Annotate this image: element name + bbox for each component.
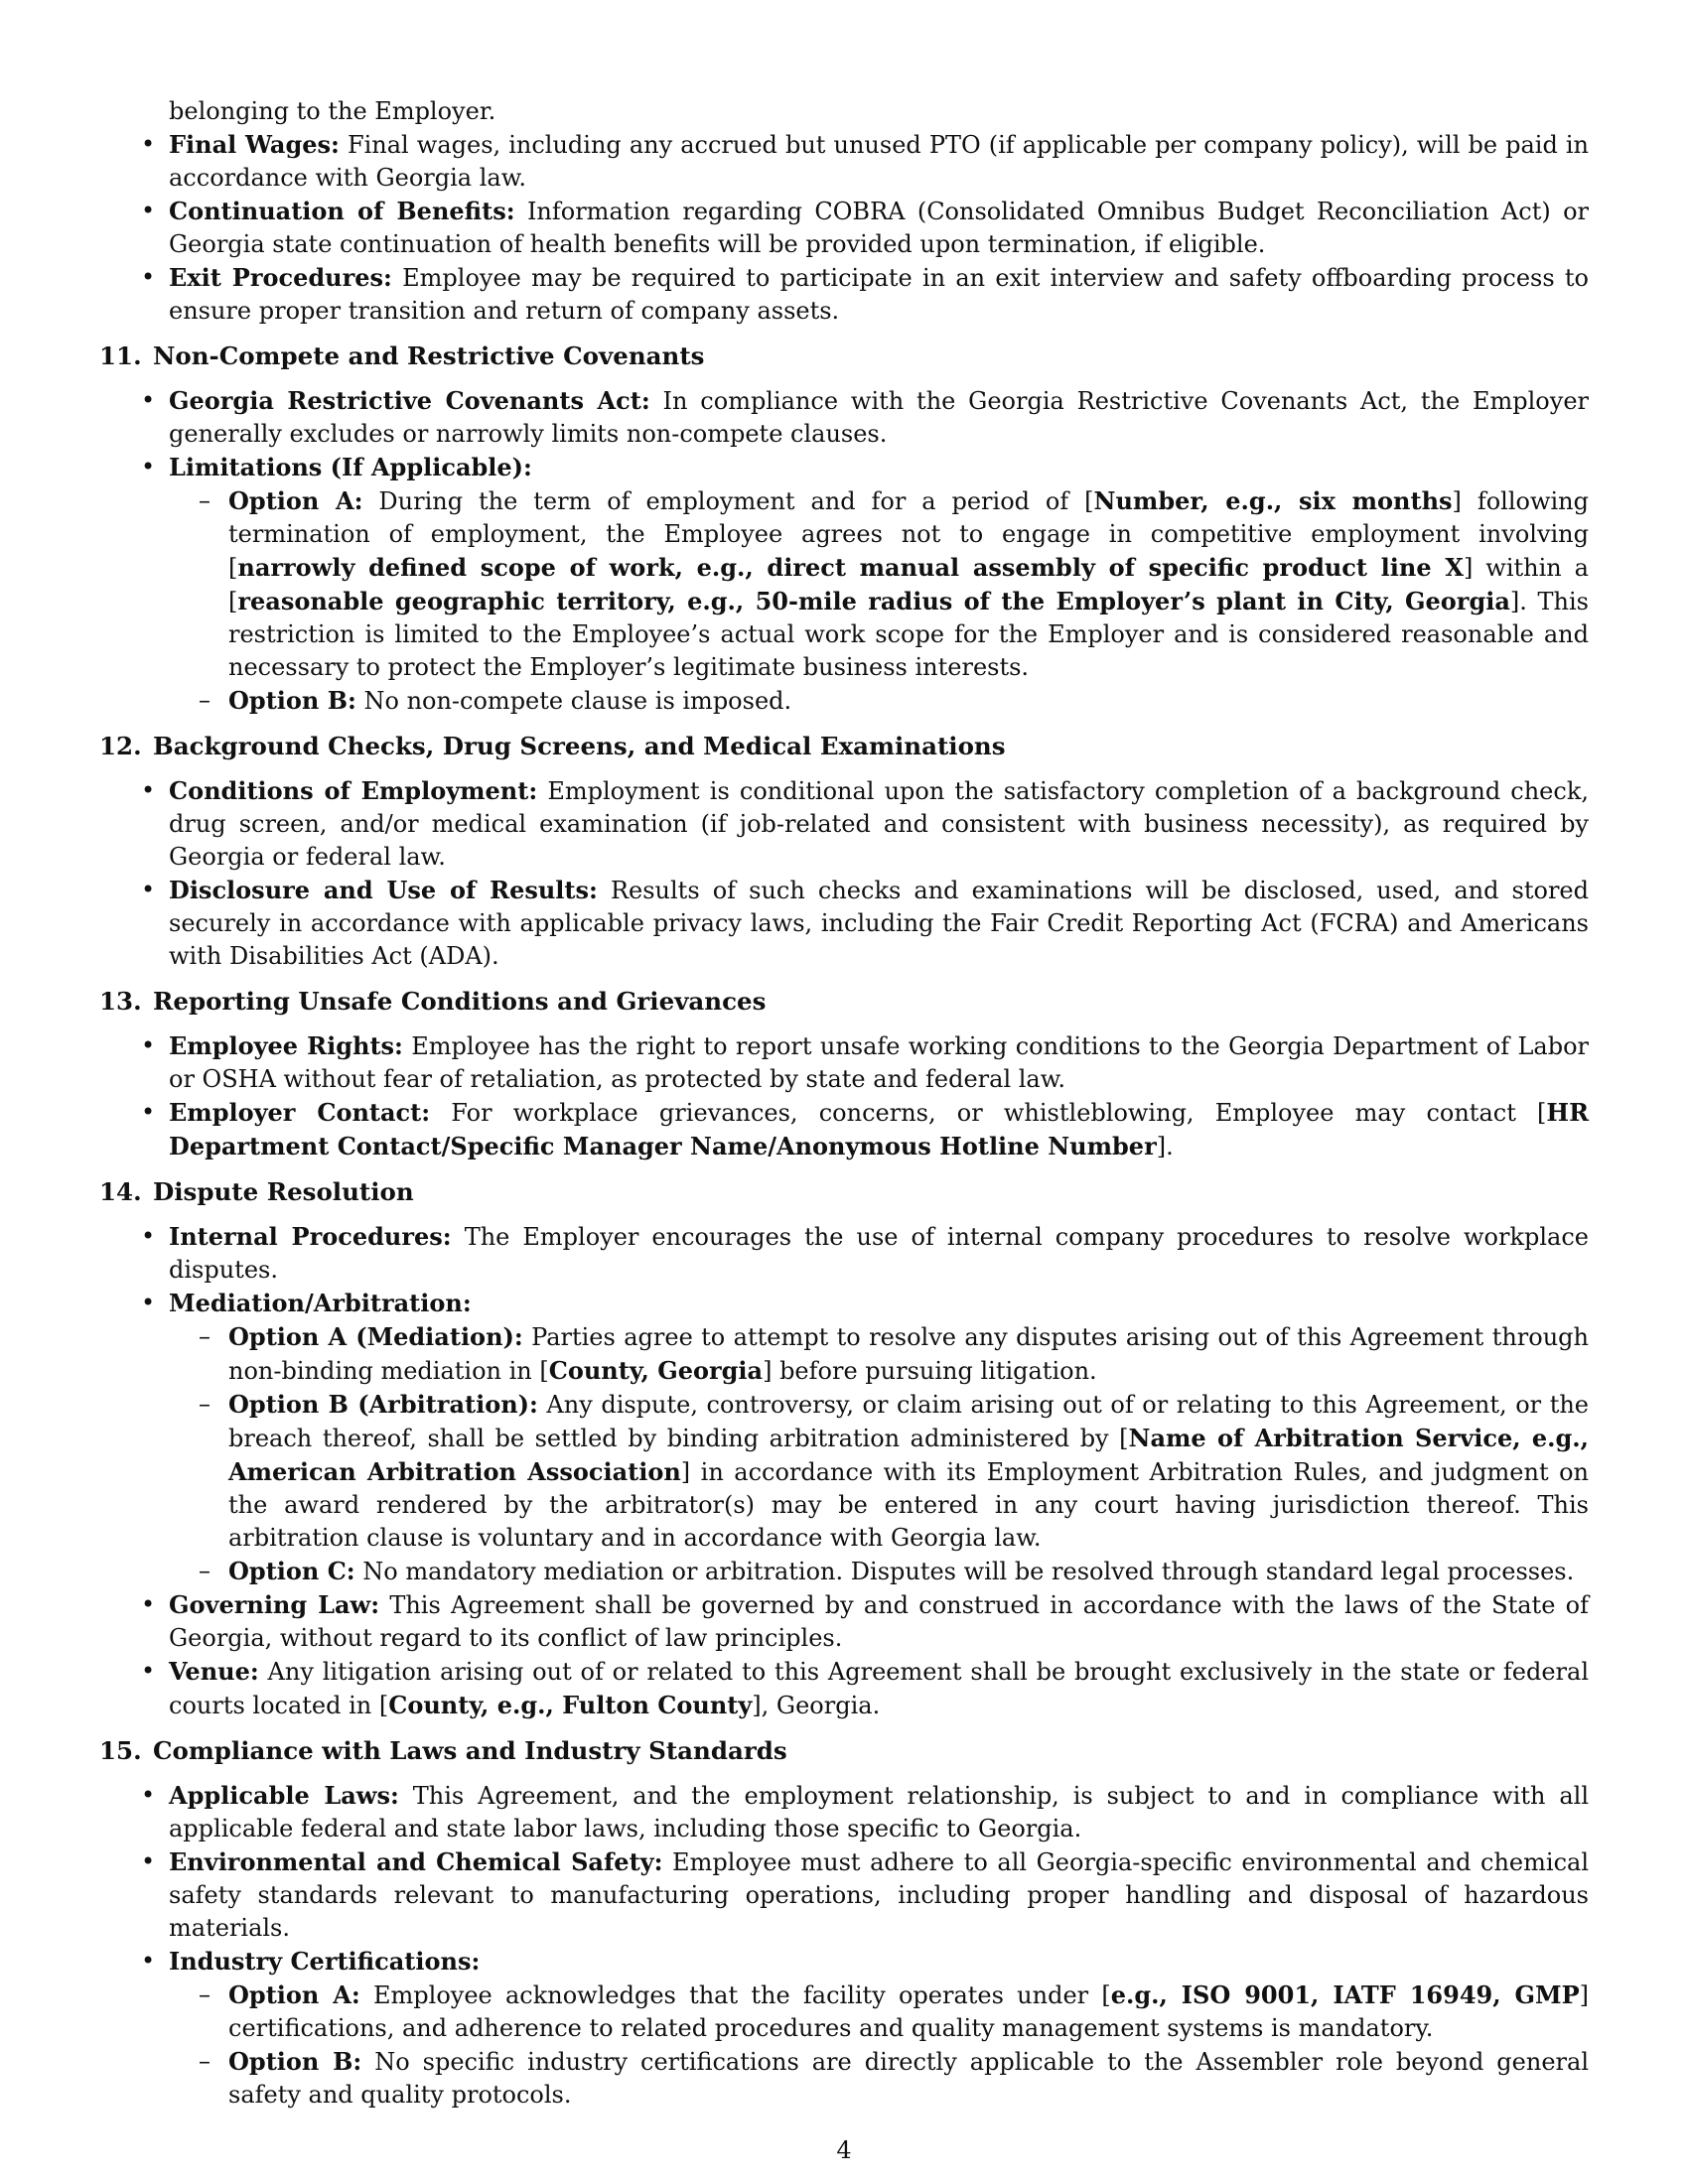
option-label: Option C: xyxy=(228,1557,355,1585)
list-item xyxy=(169,1029,1589,1096)
item-label: Venue: xyxy=(169,1657,259,1686)
option-item xyxy=(228,1979,1589,2045)
placeholder-field: County, Georgia xyxy=(548,1356,764,1385)
section-list xyxy=(99,774,1589,973)
item-text: This Agreement shall be governed by and construed in accordance with the laws of the State of Georgia, without regard to its conflict of law principles. xyxy=(169,1591,1589,1652)
termination-list xyxy=(99,128,1589,328)
option-text: ] following termination of employment, the Employee agrees not to engage in competitive employment involving [ xyxy=(228,487,1589,582)
option-item xyxy=(228,1388,1589,1555)
option-label: Option B: xyxy=(228,2047,362,2076)
list-item xyxy=(169,1845,1589,1945)
section-list xyxy=(99,1029,1589,1163)
continuation-text: belonging to the Employer. xyxy=(169,97,496,125)
list-item xyxy=(169,261,1589,328)
item-label: Georgia Restrictive Covenants Act: xyxy=(169,386,650,415)
item-label: Employer Contact: xyxy=(169,1098,431,1127)
placeholder-field: Number, e.g., six months xyxy=(1093,486,1453,515)
option-text: Employee acknowledges that the facility operates under [ xyxy=(359,1981,1111,2009)
option-text: ] within a [ xyxy=(228,554,1589,615)
section-heading xyxy=(99,985,1589,1018)
option-text: No mandatory mediation or arbitration. Disputes will be resolved through standard legal processes. xyxy=(354,1558,1575,1585)
section-number: 14. xyxy=(99,1177,142,1206)
option-label: Option A: xyxy=(228,1980,360,2009)
section-heading xyxy=(99,340,1589,372)
section-number: 15. xyxy=(99,1736,142,1765)
page-number: 4 xyxy=(836,2136,852,2164)
list-item xyxy=(169,1220,1589,1287)
list-item xyxy=(169,384,1589,451)
option-list xyxy=(169,484,1589,718)
list-item xyxy=(169,195,1589,261)
option-list xyxy=(169,1320,1589,1588)
section-number: 13. xyxy=(99,987,142,1016)
item-label: Internal Procedures: xyxy=(169,1222,452,1251)
section-list xyxy=(99,384,1589,718)
placeholder-field: e.g., ISO 9001, IATF 16949, GMP xyxy=(1110,1980,1580,2009)
item-text: This Agreement, and the employment relationship, is subject to and in compliance with all applicable federal and state labor laws, including those specific to Georgia. xyxy=(169,1782,1590,1843)
list-item xyxy=(169,128,1589,195)
option-list xyxy=(169,1979,1589,2112)
section-title: Non-Compete and Restrictive Covenants xyxy=(153,341,705,370)
item-label: Disclosure and Use of Results: xyxy=(169,876,598,904)
item-text: Employee must adhere to all Georgia-specific environmental and chemical safety standards relevant to manufacturing operations, including proper handling and disposal of hazardous materials. xyxy=(169,1848,1589,1942)
option-text: ] before pursuing litigation. xyxy=(763,1357,1097,1385)
option-text: Any dispute, controversy, or claim arising out of or relating to this Agreement, or the breach thereof, shall be settled by binding arbitration administered by [ xyxy=(228,1391,1589,1452)
option-text: Parties agree to attempt to resolve any disputes arising out of this Agreement through non-binding mediation in [ xyxy=(228,1323,1589,1385)
list-item xyxy=(169,1096,1589,1163)
option-text: No non-compete clause is imposed. xyxy=(355,687,792,715)
item-text: In compliance with the Georgia Restrictive Covenants Act, the Employer generally excludes or narrowly limits non-compete clauses. xyxy=(169,387,1589,448)
item-text: Employment is conditional upon the satisfactory completion of a background check, drug screen, and/or medical examination (if job-related and consistent with business necessity), as required by Georgia or federal law. xyxy=(169,777,1589,871)
option-label: Option B: xyxy=(228,686,356,715)
item-label: Limitations (If Applicable): xyxy=(169,453,532,481)
item-label: Final Wages: xyxy=(169,130,340,159)
section-number: 12. xyxy=(99,732,142,760)
list-item xyxy=(169,774,1589,874)
option-label: Option A (Mediation): xyxy=(228,1322,523,1351)
section-title: Background Checks, Drug Screens, and Medical Examinations xyxy=(153,732,1006,760)
option-item xyxy=(228,1555,1589,1588)
option-text: During the term of employment and for a period of [ xyxy=(362,487,1094,515)
item-text: Information regarding COBRA (Consolidated Omnibus Budget Reconciliation Act) or Georgia state continuation of health benefits will be provided upon termination, if eligible. xyxy=(169,198,1589,258)
item-text: Employee may be required to participate in an exit interview and safety offboarding process to ensure proper transition and return of company assets. xyxy=(169,264,1589,325)
item-label: Conditions of Employment: xyxy=(169,776,538,805)
section-heading xyxy=(99,1734,1589,1767)
option-text: ]. This restriction is limited to the Employee’s actual work scope for the Employer and is considered reasonable and necessary to protect the Employer’s legitimate business interests. xyxy=(228,588,1589,681)
item-label: Exit Procedures: xyxy=(169,263,392,292)
option-label: Option B (Arbitration): xyxy=(228,1390,538,1419)
placeholder-field: County, e.g., Fulton County xyxy=(388,1691,753,1719)
section-title: Compliance with Laws and Industry Standards xyxy=(153,1736,787,1765)
list-item xyxy=(169,1779,1589,1845)
section-title: Dispute Resolution xyxy=(153,1177,414,1206)
placeholder-field: reasonable geographic territory, e.g., 50-mile radius of the Employer’s plant in City, Georgia xyxy=(237,587,1510,615)
option-label: Option A: xyxy=(228,486,363,515)
item-text: ]. xyxy=(1156,1133,1174,1160)
list-item xyxy=(169,1945,1589,2112)
item-text: ], Georgia. xyxy=(752,1692,881,1719)
item-label: Industry Certifications: xyxy=(169,1947,481,1976)
list-item xyxy=(169,1655,1589,1722)
list-item xyxy=(169,874,1589,973)
section-number: 11. xyxy=(99,341,142,370)
option-text: ] in accordance with its Employment Arbitration Rules, and judgment on the award rendered by the arbitrator(s) may be entered in any court having jurisdiction thereof. This arbitration clause is voluntary and in accordance with Georgia law. xyxy=(228,1458,1589,1552)
section-title: Reporting Unsafe Conditions and Grievances xyxy=(153,987,767,1016)
item-label: Applicable Laws: xyxy=(169,1781,399,1810)
item-text: Final wages, including any accrued but unused PTO (if applicable per company policy), will be paid in accordance with Georgia law. xyxy=(169,131,1590,192)
item-label: Continuation of Benefits: xyxy=(169,197,515,225)
item-text: Any litigation arising out of or related to this Agreement shall be brought exclusively in the state or federal courts located in [ xyxy=(169,1658,1589,1719)
option-item xyxy=(228,1320,1589,1388)
item-label: Governing Law: xyxy=(169,1590,380,1619)
item-label: Employee Rights: xyxy=(169,1031,403,1060)
option-item xyxy=(228,484,1589,684)
option-item xyxy=(228,2045,1589,2112)
section-heading xyxy=(99,1175,1589,1208)
list-item xyxy=(169,451,1589,718)
item-label: Environmental and Chemical Safety: xyxy=(169,1847,663,1876)
section-heading xyxy=(99,730,1589,762)
item-text: For workplace grievances, concerns, or whistleblowing, Employee may contact [ xyxy=(430,1099,1547,1127)
item-text: Employee has the right to report unsafe working conditions to the Georgia Department of Labor or OSHA without fear of retaliation, as protected by state and federal law. xyxy=(169,1032,1590,1093)
list-item xyxy=(169,1287,1589,1588)
option-text: No specific industry certifications are directly applicable to the Assembler role beyond general safety and quality protocols. xyxy=(228,2048,1589,2109)
item-text: Results of such checks and examinations will be disclosed, used, and stored securely in accordance with applicable privacy laws, including the Fair Credit Reporting Act (FCRA) and Americans with Disabilities Act (ADA). xyxy=(169,877,1589,970)
option-text: ] certifications, and adherence to related procedures and quality management systems is mandatory. xyxy=(228,1981,1590,2042)
list-item xyxy=(169,1588,1589,1655)
placeholder-field: HR Department Contact/Specific Manager Name/Anonymous Hotline Number xyxy=(169,1098,1590,1160)
item-label: Mediation/Arbitration: xyxy=(169,1289,472,1317)
placeholder-field: Name of Arbitration Service, e.g., American Arbitration Association xyxy=(228,1424,1589,1486)
item-text: The Employer encourages the use of internal company procedures to resolve workplace disputes. xyxy=(169,1223,1589,1284)
placeholder-field: narrowly defined scope of work, e.g., direct manual assembly of specific product line X xyxy=(237,553,1464,582)
document-page xyxy=(99,95,1589,2112)
section-list xyxy=(99,1220,1589,1722)
section-list xyxy=(99,1779,1589,2112)
option-item xyxy=(228,684,1589,718)
